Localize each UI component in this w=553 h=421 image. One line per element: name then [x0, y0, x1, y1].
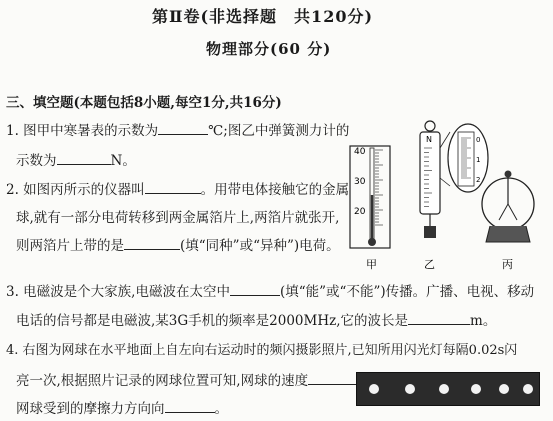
thermo-label-30: 30 [354, 177, 366, 187]
section-title: 物理部分(60 分) [206, 40, 332, 58]
tennis-ball [405, 384, 415, 394]
q2-blank-instrument[interactable] [145, 181, 201, 194]
tennis-ball [471, 384, 481, 394]
q3-blank-wavelength[interactable] [408, 312, 470, 325]
q1-text-d: N。 [110, 153, 136, 169]
q3-line2 [16, 312, 496, 330]
q4-blank-friction[interactable] [165, 400, 215, 413]
q4-line2 [16, 372, 368, 390]
spring-scale-weight [424, 226, 436, 238]
thermometer-figure [350, 146, 390, 271]
q1-text-a: 1. 图甲中寒暑表的示数为 [6, 123, 159, 139]
q1-blank-temp[interactable] [158, 122, 208, 135]
q3-text-d: m。 [470, 313, 497, 329]
q2-text-c: 则两箔片上带的是 [16, 238, 124, 254]
electroscope-figure [482, 171, 534, 272]
thermometer-liquid [371, 195, 373, 240]
spring-scale-body [420, 132, 440, 214]
strobe-photo [356, 372, 540, 406]
tennis-ball [369, 384, 379, 394]
volume-title: 第Ⅱ卷(非选择题 共120分) [152, 7, 374, 26]
spring-scale-ring [425, 121, 435, 131]
q2-text-b: 。用带电体接触它的金属 [200, 182, 350, 198]
q1-line2 [16, 152, 136, 170]
electroscope-caption: 丙 [502, 258, 513, 271]
figures-panel [340, 118, 546, 278]
q2-blank-charge[interactable] [124, 237, 180, 250]
q1-line1 [6, 122, 349, 140]
q3-line1 [6, 283, 534, 301]
q2-text-a: 2. 如图丙所示的仪器叫 [6, 182, 145, 198]
q4-text-c: 网球受到的摩擦力方向向 [16, 401, 165, 417]
q3-text-b: (填“能”或“不能”)传播。广播、电视、移动 [279, 284, 535, 300]
q3-blank-propagate[interactable] [230, 283, 280, 296]
q1-blank-force[interactable] [57, 152, 111, 165]
spring-scale-caption: 乙 [424, 258, 435, 271]
q4-line3 [16, 400, 228, 418]
tennis-ball [439, 384, 449, 394]
thermo-label-20: 20 [354, 207, 366, 217]
mag-label-1: 1 [476, 156, 481, 164]
q1-text-c: 示数为 [16, 153, 57, 169]
thermometer-caption: 甲 [366, 258, 377, 271]
electroscope-foil-left [499, 204, 508, 220]
part3-heading: 三、填空题(本题包括8小题,每空1分,共16分) [6, 95, 282, 111]
q2-line1 [6, 181, 349, 199]
q4-text-d: 。 [214, 401, 228, 417]
q1-text-b: ℃;图乙中弹簧测力计的 [208, 123, 350, 139]
strobe-balls [357, 373, 539, 405]
electroscope-foil-right [508, 204, 517, 220]
q2-line3 [16, 237, 340, 255]
electroscope-base [486, 226, 530, 242]
mag-label-0: 0 [476, 136, 481, 144]
spring-scale-figure [420, 121, 488, 271]
q2-line2: 球,就有一部分电荷转移到两金属箔片上,两箔片就张开, [16, 210, 340, 226]
q2-text-d: (填“同种”或“异种”)电荷。 [180, 238, 340, 254]
q4-line1: 4. 右图为网球在水平地面上自左向右运动时的频闪摄影照片,已知所用闪光灯每隔0.02s闪 [6, 343, 518, 358]
q3-text-c: 电话的信号都是电磁波,某3G手机的频率是2000MHz,它的波长是 [16, 313, 409, 329]
q3-text-a: 3. 电磁波是个大家族,电磁波在太空中 [6, 284, 230, 300]
thermometer-bulb [368, 238, 376, 246]
mag-label-2: 2 [476, 176, 481, 184]
tennis-ball [499, 384, 509, 394]
thermometer-ticks [375, 150, 383, 225]
thermo-label-40: 40 [354, 147, 366, 157]
spring-scale-unit: N [426, 135, 432, 144]
electroscope-ball [505, 171, 512, 178]
tennis-ball [523, 384, 533, 394]
q4-text-a: 亮一次,根据照片记录的网球位置可知,网球的速度 [16, 373, 309, 389]
